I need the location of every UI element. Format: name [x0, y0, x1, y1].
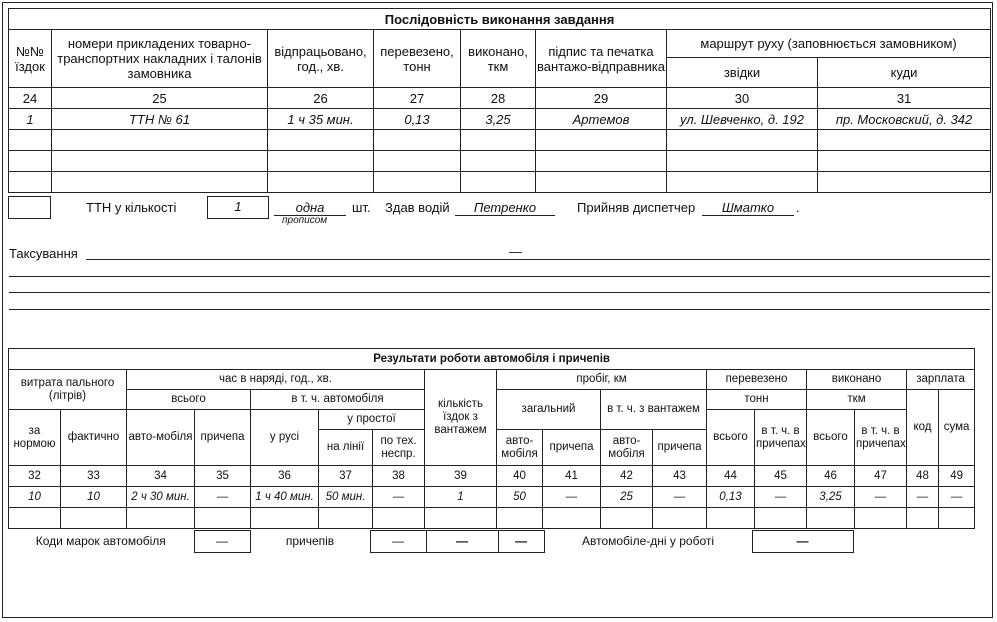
table-row [9, 487, 975, 508]
car-codes-label: Коди марок автомобіля [35, 534, 166, 548]
empty-cell[interactable] [52, 151, 268, 172]
driver-field[interactable] [455, 200, 555, 216]
header-trailer2: причепа [543, 430, 601, 466]
empty-cell[interactable] [497, 508, 543, 529]
empty-cell[interactable] [52, 130, 268, 151]
col-number: 32 [9, 466, 61, 487]
header-transported-r: перевезено [707, 370, 807, 390]
empty-cell[interactable] [9, 151, 52, 172]
table-row [9, 151, 991, 172]
col-number: 40 [497, 466, 543, 487]
cell-transported[interactable]: 0,13 [374, 109, 461, 130]
car-days-label: Автомобіле-дні у роботі [581, 534, 715, 548]
empty-cell[interactable] [425, 508, 497, 529]
result-cell[interactable]: 50 мин. [319, 487, 373, 508]
empty-cell[interactable] [127, 508, 195, 529]
col-number: 30 [667, 88, 818, 109]
cell-worked[interactable]: 1 ч 35 мин. [268, 109, 374, 130]
ttn-unit: шт. [352, 200, 371, 215]
driver-label: Здав водій [385, 200, 450, 215]
empty-cell[interactable] [268, 172, 374, 193]
empty-cell[interactable] [855, 508, 907, 529]
header-tech: по тех. неспр. [373, 430, 425, 466]
col-number: 25 [52, 88, 268, 109]
result-cell[interactable]: — [543, 487, 601, 508]
header-worked: відпрацьовано, год., хв. [268, 30, 374, 88]
result-cell[interactable]: — [855, 487, 907, 508]
header-total-t: всього [707, 410, 755, 466]
header-trailer3: причепа [653, 430, 707, 466]
empty-cell[interactable] [461, 151, 536, 172]
header-transported: перевезено, тонн [374, 30, 461, 88]
header-performed: виконано, ткм [461, 30, 536, 88]
result-cell[interactable]: — [755, 487, 807, 508]
result-cell[interactable]: — [907, 487, 939, 508]
car-days-value[interactable]: — [752, 531, 853, 553]
table-row [9, 172, 991, 193]
header-tons: тонн [707, 390, 807, 410]
result-cell[interactable]: 25 [601, 487, 653, 508]
dispatcher-field[interactable] [702, 200, 794, 216]
empty-cell[interactable] [9, 508, 61, 529]
header-actual: фактично [61, 410, 127, 466]
col-number: 44 [707, 466, 755, 487]
header-mileage: пробіг, км [497, 370, 707, 390]
empty-cell[interactable] [818, 130, 991, 151]
empty-cell[interactable] [373, 508, 425, 529]
col-number: 34 [127, 466, 195, 487]
cell-trip[interactable]: 1 [9, 109, 52, 130]
col-number: 27 [374, 88, 461, 109]
result-cell[interactable]: — [195, 487, 251, 508]
header-incl-loaded: в т. ч. з вантажем [601, 390, 707, 430]
header-trips: №№ їздок [9, 30, 52, 88]
task-table [8, 8, 991, 193]
col-number: 37 [319, 466, 373, 487]
header-incl-trailers-p: в т. ч. в причепах [855, 410, 907, 466]
header-on-line: на лінії [319, 430, 373, 466]
col-number: 29 [536, 88, 667, 109]
empty-cell[interactable] [807, 508, 855, 529]
col-number: 28 [461, 88, 536, 109]
header-total-p: всього [807, 410, 855, 466]
col-number: 49 [939, 466, 975, 487]
header-performed-r: виконано [807, 370, 907, 390]
col-number: 41 [543, 466, 601, 487]
result-cell[interactable]: — [939, 487, 975, 508]
col-number: 33 [61, 466, 127, 487]
code-value-2[interactable]: — [498, 531, 544, 553]
header-signature: підпис та печатка вантажо-відправника [536, 30, 667, 88]
header-moving: у русі [251, 410, 319, 466]
header-general: загальний [497, 390, 601, 430]
empty-cell[interactable] [536, 172, 667, 193]
header-incl-trailers-t: в т. ч. в причепах [755, 410, 807, 466]
header-car2: авто-мобіля [497, 430, 543, 466]
empty-cell[interactable] [195, 508, 251, 529]
empty-cell[interactable] [601, 508, 653, 529]
empty-cell[interactable] [268, 130, 374, 151]
code-value-1[interactable]: — [426, 531, 498, 553]
col-number: 35 [195, 466, 251, 487]
empty-cell[interactable] [268, 151, 374, 172]
header-trips-loaded: кількість їздок з вантажем [425, 370, 497, 466]
taxation-line[interactable] [9, 292, 990, 293]
header-incl-car: в т. ч. автомобіля [251, 390, 425, 410]
empty-cell[interactable] [319, 508, 373, 529]
result-cell[interactable]: — [653, 487, 707, 508]
empty-cell[interactable] [653, 508, 707, 529]
empty-cell[interactable] [667, 130, 818, 151]
header-sum: сума [939, 390, 975, 466]
empty-cell[interactable] [374, 130, 461, 151]
col-number: 48 [907, 466, 939, 487]
header-car: авто-мобіля [127, 410, 195, 466]
result-cell[interactable]: 10 [61, 487, 127, 508]
header-salary: зарплата [907, 370, 975, 390]
result-cell[interactable]: — [373, 487, 425, 508]
cell-signature[interactable]: Артемов [536, 109, 667, 130]
dispatcher-label: Прийняв диспетчер [577, 200, 696, 215]
driver-name: Петренко [455, 200, 555, 216]
col-number: 46 [807, 466, 855, 487]
col-number: 45 [755, 466, 807, 487]
result-cell[interactable]: 1 ч 40 мин. [251, 487, 319, 508]
result-cell[interactable]: 2 ч 30 мин. [127, 487, 195, 508]
results-table [8, 348, 975, 529]
col-number: 36 [251, 466, 319, 487]
result-cell[interactable]: 3,25 [807, 487, 855, 508]
ttn-words: одна [274, 200, 346, 216]
empty-cell[interactable] [461, 130, 536, 151]
taxation-dash: — [509, 244, 522, 259]
col-number: 26 [268, 88, 374, 109]
codes-row [8, 530, 854, 553]
empty-cell[interactable] [251, 508, 319, 529]
empty-cell[interactable] [818, 172, 991, 193]
car-codes-value[interactable]: — [194, 531, 250, 553]
col-number: 31 [818, 88, 991, 109]
trailer-codes-label: причепів [285, 534, 335, 548]
ttn-words-hint: прописом [282, 215, 328, 226]
empty-cell[interactable] [543, 508, 601, 529]
results-title: Результати роботи автомобіля і причепів [9, 349, 975, 370]
result-cell[interactable]: 0,13 [707, 487, 755, 508]
empty-cell[interactable] [939, 508, 975, 529]
trailer-codes-value[interactable]: — [370, 531, 426, 553]
header-tkm: ткм [807, 390, 907, 410]
empty-cell[interactable] [61, 508, 127, 529]
header-idle: у простої [319, 410, 425, 430]
cell-to[interactable]: пр. Московский, д. 342 [818, 109, 991, 130]
col-number: 38 [373, 466, 425, 487]
empty-cell[interactable] [707, 508, 755, 529]
taxation-line[interactable] [9, 276, 990, 277]
header-car3: авто-мобіля [601, 430, 653, 466]
col-number: 24 [9, 88, 52, 109]
result-cell[interactable]: 10 [9, 487, 61, 508]
empty-cell[interactable] [52, 172, 268, 193]
task-title: Послідовність виконання завдання [9, 9, 991, 30]
header-trailer: причепа [195, 410, 251, 466]
cell-performed[interactable]: 3,25 [461, 109, 536, 130]
empty-cell[interactable] [907, 508, 939, 529]
ttn-empty-box[interactable] [8, 196, 51, 219]
col-number: 39 [425, 466, 497, 487]
cell-from[interactable]: ул. Шевченко, д. 192 [667, 109, 818, 130]
empty-cell[interactable] [667, 172, 818, 193]
empty-cell[interactable] [536, 130, 667, 151]
empty-cell[interactable] [755, 508, 807, 529]
empty-cell[interactable] [667, 151, 818, 172]
empty-cell[interactable] [536, 151, 667, 172]
header-documents: номери прикладених товарно-транспортних накладних і талонів замовника [52, 30, 268, 88]
ttn-words-field[interactable] [274, 200, 346, 216]
taxation-line[interactable] [9, 309, 990, 310]
empty-cell[interactable] [374, 151, 461, 172]
taxation-label: Таксування [9, 246, 78, 261]
empty-cell[interactable] [9, 130, 52, 151]
header-time-total: всього [127, 390, 251, 410]
empty-cell[interactable] [461, 172, 536, 193]
taxation-line[interactable] [86, 259, 990, 260]
col-number: 47 [855, 466, 907, 487]
ttn-label: ТТН у кількості [86, 200, 177, 215]
table-row [9, 508, 975, 529]
header-norm: за нормою [9, 410, 61, 466]
dispatcher-name: Шматко [702, 200, 794, 216]
dispatcher-end: . [796, 200, 800, 215]
header-route: маршрут руху (заповнюється замовником) [667, 30, 991, 58]
header-time: час в наряді, год., хв. [127, 370, 425, 390]
empty-cell[interactable] [818, 151, 991, 172]
result-cell[interactable]: 50 [497, 487, 543, 508]
ttn-count-box[interactable]: 1 [207, 196, 269, 219]
result-cell[interactable]: 1 [425, 487, 497, 508]
col-number: 43 [653, 466, 707, 487]
cell-document[interactable]: ТТН № 61 [52, 109, 268, 130]
empty-cell[interactable] [9, 172, 52, 193]
table-row [9, 109, 991, 130]
header-to: куди [818, 58, 991, 88]
header-fuel: витрата пального (літрів) [9, 370, 127, 410]
table-row [9, 130, 991, 151]
col-number: 42 [601, 466, 653, 487]
empty-cell[interactable] [374, 172, 461, 193]
header-from: звідки [667, 58, 818, 88]
header-code: код [907, 390, 939, 466]
